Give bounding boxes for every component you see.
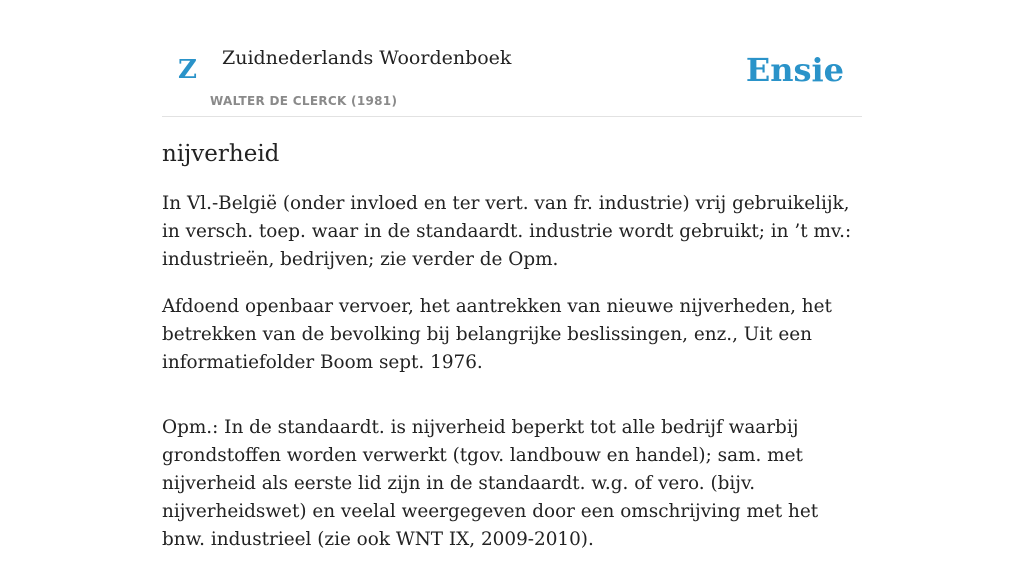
book-title[interactable]: Zuidnederlands Woordenboek <box>222 47 512 69</box>
dictionary-header <box>162 0 862 117</box>
entry-content <box>162 136 862 573</box>
entry-title: nijverheid <box>162 141 280 167</box>
entry-remark: Opm.: In de standaardt. is nijverheid beperkt tot alle bedrijf waarbij grondstoffen worden verwerkt (tgov. landbouw en handel); sam. met nijverheid als eerste lid zijn in de standaardt. w.g. of vero. (bijv. nijverheidswet) en veelal weergegeven door een omschrijving met het bnw. industrieel (zie ook WNT IX, 2009-2010). <box>162 417 819 550</box>
entry-definition: In Vl.-België (onder invloed en ter vert. van fr. industrie) vrij gebruikelijk, in versch. toep. waar in de standaardt. industrie wordt gebruikt; in ’t mv.: industrieën, bedrijven; zie verder de Opm. <box>162 193 852 270</box>
entry-example: Afdoend openbaar vervoer, het aantrekken van nieuwe nijverheden, het betrekken van de bevolking bij belangrijke beslissingen, enz., Uit een informatiefolder Boom sept. 1976. <box>162 296 832 373</box>
book-author: WALTER DE CLERCK (1981) <box>210 94 398 108</box>
book-letter-icon: Z <box>178 55 197 85</box>
ensie-logo[interactable]: Ensie <box>745 51 844 89</box>
